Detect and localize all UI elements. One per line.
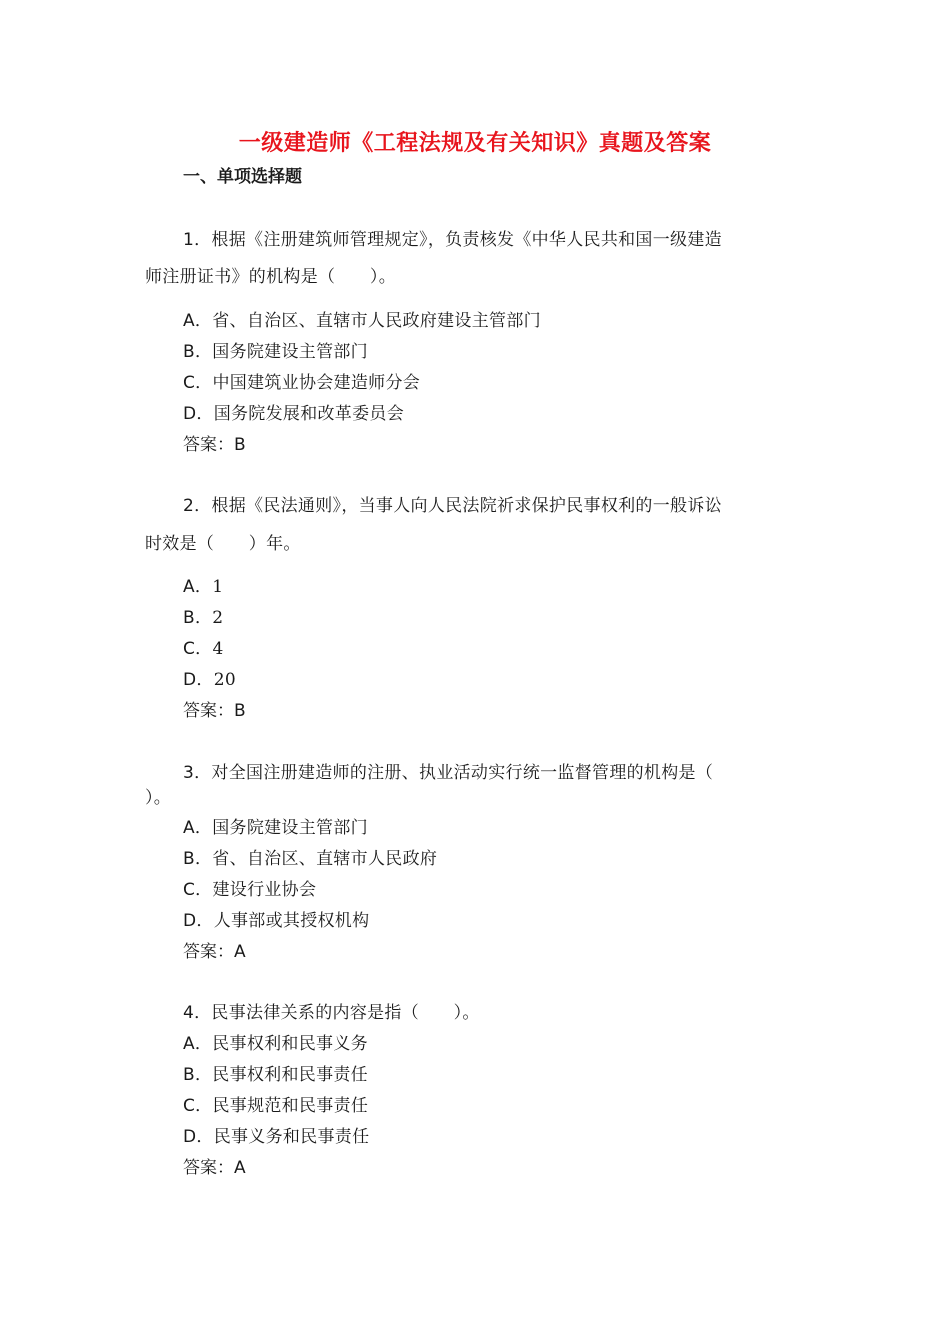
question-text-line: 师注册证书》的机构是（ ）。 [145,267,396,287]
answer-line: 答案：B [183,701,246,721]
question-text-line: ）。 [145,788,172,808]
answer-value: A [234,942,246,962]
option-a: A．民事权利和民事义务 [183,1034,368,1054]
option-d: D．国务院发展和改革委员会 [183,404,405,424]
answer-line: 答案：B [183,435,246,455]
question-number: 3． [183,763,212,783]
option-a: A．1 [183,577,224,597]
option-d: D．20 [183,670,236,690]
option-b: B．2 [183,608,224,628]
option-b: B．民事权利和民事责任 [183,1065,368,1085]
question-text-line: 1．根据《注册建筑师管理规定》，负责核发《中华人民共和国一级建造 [183,230,722,250]
answer-line: 答案：A [183,942,246,962]
option-b: B．国务院建设主管部门 [183,342,368,362]
question-text-line: 4．民事法律关系的内容是指（ ）。 [183,1003,480,1023]
section-heading: 一、单项选择题 [183,167,302,187]
answer-line: 答案：A [183,1158,246,1178]
question-number: 2． [183,496,212,516]
answer-value: B [234,701,246,721]
question-number: 4． [183,1003,212,1023]
option-c: C．4 [183,639,224,659]
question-number: 1． [183,230,212,250]
option-a: A．省、自治区、直辖市人民政府建设主管部门 [183,311,541,331]
answer-value: B [234,435,246,455]
option-a: A．国务院建设主管部门 [183,818,368,838]
option-b: B．省、自治区、直辖市人民政府 [183,849,438,869]
option-c: C．建设行业协会 [183,880,317,900]
question-text-line: 2．根据《民法通则》，当事人向人民法院祈求保护民事权利的一般诉讼 [183,496,722,516]
option-d: D．民事义务和民事责任 [183,1127,370,1147]
option-c: C．民事规范和民事责任 [183,1096,369,1116]
document-title: 一级建造师《工程法规及有关知识》真题及答案 [238,130,712,156]
option-d: D．人事部或其授权机构 [183,911,370,931]
option-c: C．中国建筑业协会建造师分会 [183,373,421,393]
question-text-line: 3．对全国注册建造师的注册、执业活动实行统一监督管理的机构是（ [183,763,714,783]
answer-value: A [234,1158,246,1178]
question-text-line: 时效是（ ）年。 [145,534,301,554]
